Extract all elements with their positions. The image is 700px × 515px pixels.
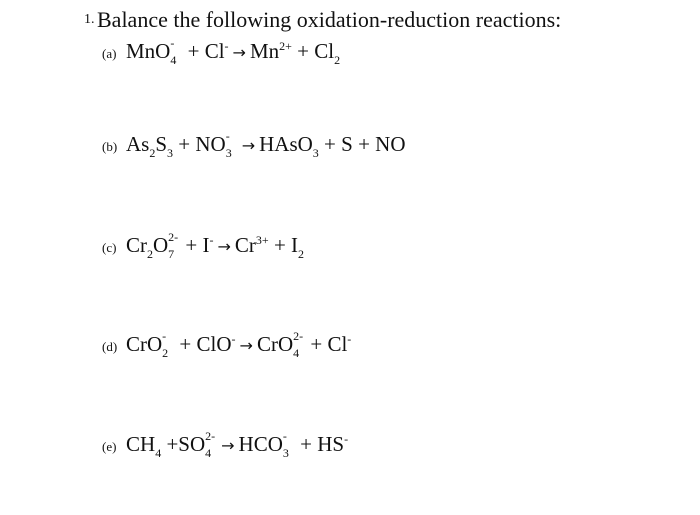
formula-base: S: [341, 132, 353, 156]
subscript: 4: [170, 53, 177, 67]
formula-base: HAsO: [259, 132, 313, 156]
subscript: 3: [282, 446, 289, 460]
species: [238, 429, 295, 460]
species: [327, 332, 351, 356]
formula-base: As: [126, 132, 150, 156]
reaction-arrow: →: [232, 43, 246, 62]
species: [375, 132, 405, 156]
charge: -: [231, 332, 236, 346]
charge: 2-: [168, 230, 179, 244]
species: [256, 329, 305, 360]
equation: [126, 129, 406, 160]
charge: 3+: [255, 233, 269, 247]
formula-base: HS: [317, 432, 345, 456]
plus-sign: +: [318, 132, 342, 156]
reaction-arrow: →: [239, 336, 253, 355]
species: [314, 39, 341, 67]
subscript: 4: [155, 446, 162, 460]
reaction-a: [102, 38, 340, 66]
plus-sign: +: [174, 332, 197, 356]
plus-sign: +: [305, 332, 328, 356]
equation: [126, 36, 341, 67]
reaction-e: [102, 431, 348, 459]
formula-base: HCO: [238, 432, 283, 456]
question-number: 1.: [84, 12, 95, 27]
formula-base: SO: [178, 432, 206, 456]
sub-sup-stack: [205, 429, 217, 460]
subscript: 2: [162, 346, 169, 360]
formula-base: I: [291, 233, 299, 257]
question-title: Balance the following oxidation-reduction reactions:: [97, 7, 562, 32]
subscript: 2: [149, 146, 156, 160]
charge: -: [170, 36, 175, 50]
formula-base: Cl: [204, 39, 225, 63]
species: [203, 233, 214, 257]
species: [126, 132, 174, 160]
sub-sup-stack: [170, 36, 182, 67]
formula-base: Cr: [126, 233, 147, 257]
charge: -: [282, 429, 287, 443]
formula-base: CrO: [256, 332, 294, 356]
species: [195, 129, 237, 160]
plus-sign: +: [161, 432, 179, 456]
formula-base: Cl: [314, 39, 335, 63]
species: [259, 132, 319, 160]
subscript: 4: [205, 446, 212, 460]
species: [126, 36, 182, 67]
subscript: 2: [147, 247, 153, 261]
equation: [126, 429, 349, 460]
equation: [126, 230, 305, 261]
subscript: 2: [334, 53, 341, 67]
formula-base: O: [153, 233, 169, 257]
charge: -: [344, 432, 349, 446]
charge: -: [162, 329, 167, 343]
plus-sign: +: [294, 432, 318, 456]
species: [317, 432, 348, 456]
species: [126, 432, 162, 460]
species: [126, 329, 174, 360]
plus-sign: +: [173, 132, 196, 156]
reaction-label: (c): [102, 240, 117, 255]
sub-sup-stack: [168, 230, 180, 261]
species: [126, 230, 180, 261]
subscript: 7: [168, 247, 175, 261]
plus-sign: +: [291, 39, 315, 63]
formula-base: NO: [195, 132, 226, 156]
formula-base: CH: [126, 432, 156, 456]
charge: 2-: [205, 429, 216, 443]
reaction-c: [102, 232, 304, 260]
sub-sup-stack: [282, 429, 295, 460]
subscript: 4: [293, 346, 300, 360]
formula-base: S: [155, 132, 168, 156]
species: [235, 233, 269, 257]
plus-sign: +: [180, 233, 203, 257]
species: [250, 39, 292, 63]
charge: 2-: [293, 329, 304, 343]
reaction-arrow: →: [221, 436, 235, 455]
charge: -: [347, 332, 352, 346]
formula-base: NO: [375, 132, 406, 156]
plus-sign: +: [268, 233, 292, 257]
plus-sign: +: [182, 39, 205, 63]
formula-base: I: [202, 233, 210, 257]
subscript: 2: [298, 247, 305, 261]
subscript: 3: [167, 146, 174, 160]
formula-base: ClO: [196, 332, 232, 356]
formula-base: Cr: [234, 233, 256, 257]
charge: -: [224, 39, 229, 53]
species: [205, 39, 229, 63]
charge: -: [225, 129, 230, 143]
charge: 2+: [279, 39, 292, 53]
sub-sup-stack: [225, 129, 238, 160]
charge: -: [209, 233, 214, 247]
reaction-b: [102, 131, 406, 159]
reaction-arrow: →: [241, 136, 256, 155]
formula-base: Cl: [327, 332, 348, 356]
species: [197, 332, 236, 356]
reaction-label: (b): [102, 139, 118, 154]
species: [291, 233, 305, 261]
sub-sup-stack: [162, 329, 174, 360]
reaction-label: (a): [102, 46, 117, 61]
reaction-label: (e): [102, 439, 117, 454]
formula-base: CrO: [126, 332, 163, 356]
subscript: 3: [312, 146, 319, 160]
formula-base: MnO: [126, 39, 171, 63]
plus-sign: +: [352, 132, 376, 156]
subscript: 3: [225, 146, 232, 160]
species: [341, 132, 353, 156]
reaction-label: (d): [102, 339, 118, 354]
equation: [126, 329, 352, 360]
formula-base: Mn: [249, 39, 280, 63]
reaction-d: [102, 331, 351, 359]
species: [178, 429, 217, 460]
sub-sup-stack: [293, 329, 305, 360]
reaction-arrow: →: [217, 237, 231, 256]
